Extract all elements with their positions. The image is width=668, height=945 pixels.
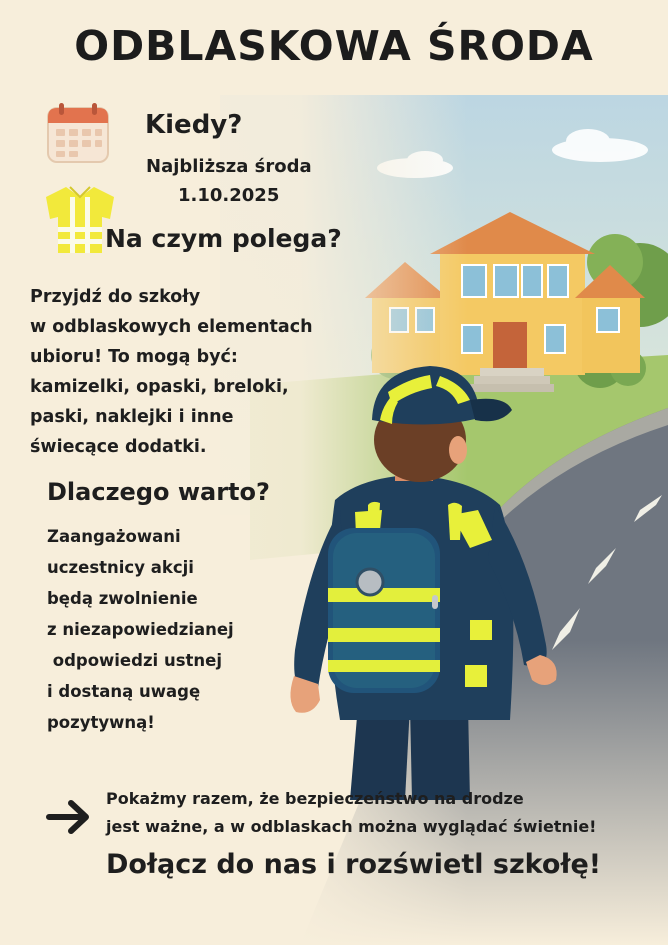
- what-line: świecące dodatki.: [30, 437, 207, 457]
- why-line: uczestnicy akcji: [47, 558, 194, 577]
- when-date-value: 1.10.2025: [178, 185, 280, 206]
- cta-line: Pokażmy razem, że bezpieczeństwo na drodze: [106, 789, 524, 808]
- what-line: ubioru! To mogą być:: [30, 347, 238, 367]
- cta-line: jest ważne, a w odblaskach można wyglądać świetnie!: [106, 817, 597, 836]
- what-line: w odblaskowych elementach: [30, 317, 313, 337]
- when-heading: Kiedy?: [145, 110, 243, 140]
- why-line: będą zwolnienie: [47, 589, 198, 608]
- why-line: z niezapowiedzianej: [47, 620, 234, 639]
- what-line: paski, naklejki i inne: [30, 407, 234, 427]
- final-slogan: Dołącz do nas i rozświetl szkołę!: [106, 849, 602, 880]
- what-heading: Na czym polega?: [105, 224, 342, 253]
- calendar-icon: [45, 101, 111, 165]
- why-description: [47, 521, 287, 738]
- what-description: [30, 282, 330, 462]
- why-line: i dostaną uwagę: [47, 682, 201, 701]
- what-line: kamizelki, opaski, breloki,: [30, 377, 289, 397]
- why-line: pozytywną!: [47, 713, 155, 732]
- poster-title: ODBLASKOWA ŚRODA: [74, 22, 594, 70]
- what-line: Przyjdź do szkoły: [30, 287, 201, 307]
- why-line: odpowiedzi ustnej: [47, 651, 222, 670]
- call-to-action: [106, 785, 596, 841]
- arrow-right-icon: [45, 797, 93, 837]
- why-heading: Dlaczego warto?: [47, 478, 270, 506]
- when-date-label: Najbliższa środa: [146, 156, 312, 177]
- why-line: Zaangażowani: [47, 527, 181, 546]
